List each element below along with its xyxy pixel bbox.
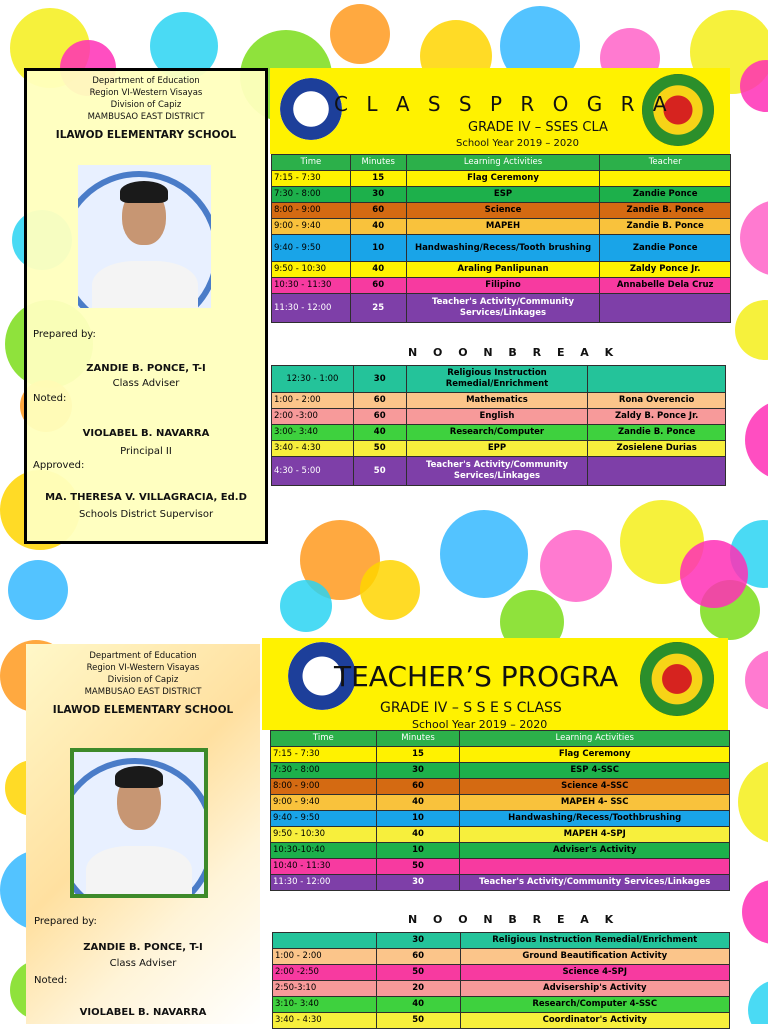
schedule-row — [272, 393, 726, 409]
schedule-activity-cell: Religious Instruction Remedial/Enrichment — [460, 933, 730, 949]
schedule-time-cell: 1:00 - 2:00 — [272, 393, 354, 409]
schedule-row — [273, 981, 730, 997]
schedule-time-cell: 12:30 - 1:00 — [272, 366, 354, 393]
schedule-activity-cell — [460, 859, 730, 875]
noon-break-label: N O O N B R E A K — [408, 346, 620, 359]
schedule-row — [271, 827, 730, 843]
schedule-time-cell: 2:00 -3:00 — [272, 409, 354, 425]
department-line: Region VI-Western Visayas — [89, 88, 203, 98]
schedule-time-cell: 3:10- 3:40 — [273, 997, 377, 1013]
schedule-row — [271, 875, 730, 891]
info-panel — [24, 68, 268, 544]
schedule-row — [272, 409, 726, 425]
schedule-activity-cell: English — [406, 409, 588, 425]
schedule-activity-cell: Research/Computer — [406, 425, 588, 441]
schedule-minutes-cell: 50 — [376, 965, 460, 981]
schedule-time-cell — [273, 933, 377, 949]
schedule-time-cell: 9:50 - 10:30 — [271, 827, 377, 843]
department-line: Division of Capiz — [107, 675, 179, 685]
approved-label: Approved: — [33, 460, 85, 471]
department-block — [27, 75, 265, 123]
approved-role: Schools District Supervisor — [78, 509, 214, 520]
schedule-minutes-cell: 40 — [353, 425, 406, 441]
schedule-teacher-cell — [600, 171, 731, 187]
noon-break-label: N O O N B R E A K — [408, 913, 620, 926]
schedule-minutes-cell: 15 — [350, 171, 406, 187]
prepared-label: Prepared by: — [33, 329, 96, 340]
schedule-time-cell: 9:40 - 9:50 — [271, 811, 377, 827]
schedule-time-cell: 3:40 - 4:30 — [273, 1013, 377, 1029]
department-line: MAMBUSAO EAST DISTRICT — [84, 687, 202, 697]
schedule-row — [272, 187, 731, 203]
schedule-activity-cell: EPP — [406, 441, 588, 457]
schedule-minutes-cell: 60 — [376, 779, 460, 795]
schedule-minutes-cell: 30 — [376, 933, 460, 949]
approved-name: MA. THERESA V. VILLAGRACIA, Ed.D — [45, 492, 247, 503]
schedule-time-cell: 10:40 - 11:30 — [271, 859, 377, 875]
schedule-time-cell: 9:50 - 10:30 — [272, 262, 351, 278]
department-line: MAMBUSAO EAST DISTRICT — [87, 112, 205, 122]
schedule-minutes-cell: 40 — [376, 795, 460, 811]
schedule-activity-cell: Ground Beautification Activity — [460, 949, 730, 965]
schedule-minutes-cell: 60 — [353, 393, 406, 409]
noted-name: VIOLABEL B. NAVARRA — [82, 428, 210, 439]
schedule-row — [273, 933, 730, 949]
schedule-time-cell: 2:50-3:10 — [273, 981, 377, 997]
schedule-minutes-cell: 40 — [350, 219, 406, 235]
schedule-row — [272, 425, 726, 441]
schedule-time-cell: 10:30 - 11:30 — [272, 278, 351, 294]
department-line: Division of Capiz — [110, 100, 182, 110]
schedule-teacher-cell — [588, 366, 726, 393]
schedule-minutes-cell: 30 — [350, 187, 406, 203]
schedule-time-cell: 8:00 - 9:00 — [272, 203, 351, 219]
schedule-activity-cell: Science — [406, 203, 600, 219]
schedule-teacher-cell: Zandie B. Ponce — [600, 219, 731, 235]
schedule-row — [271, 843, 730, 859]
morning-schedule-table — [270, 730, 730, 891]
schedule-minutes-cell: 10 — [376, 811, 460, 827]
schedule-minutes-cell: 30 — [353, 366, 406, 393]
schedule-row — [272, 235, 731, 262]
schedule-row — [272, 366, 726, 393]
schedule-activity-cell: Advisership's Activity — [460, 981, 730, 997]
school-year: School Year 2019 – 2020 — [412, 718, 548, 731]
schedule-minutes-cell: 30 — [376, 875, 460, 891]
schedule-activity-cell: Research/Computer 4-SSC — [460, 997, 730, 1013]
schedule-minutes-cell: 30 — [376, 763, 460, 779]
schedule-activity-cell: Handwashing/Recess/Tooth brushing — [406, 235, 600, 262]
prepared-role: Class Adviser — [109, 958, 177, 969]
schedule-row — [273, 1013, 730, 1029]
schedule-activity-cell: Mathematics — [406, 393, 588, 409]
schedule-row — [272, 278, 731, 294]
schedule-teacher-cell: Zandie B. Ponce — [588, 425, 726, 441]
schedule-minutes-cell: 15 — [376, 747, 460, 763]
teacher-program-page — [0, 604, 768, 1024]
schedule-row — [271, 779, 730, 795]
schedule-row — [271, 795, 730, 811]
schedule-row — [272, 171, 731, 187]
column-header: Teacher — [600, 155, 731, 171]
school-name: ILAWOD ELEMENTARY SCHOOL — [55, 129, 237, 141]
schedule-activity-cell: Araling Panlipunan — [406, 262, 600, 278]
schedule-row — [272, 457, 726, 486]
schedule-teacher-cell — [600, 294, 731, 323]
schedule-activity-cell: Teacher's Activity/Community Services/Linkages — [460, 875, 730, 891]
schedule-time-cell: 7:15 - 7:30 — [271, 747, 377, 763]
schedule-time-cell: 3:40 - 4:30 — [272, 441, 354, 457]
schedule-activity-cell: Flag Ceremony — [406, 171, 600, 187]
program-subtitle: GRADE IV – SSES CLA — [468, 120, 608, 135]
schedule-row — [272, 203, 731, 219]
schedule-activity-cell: Flag Ceremony — [460, 747, 730, 763]
prepared-name: ZANDIE B. PONCE, T-I — [86, 363, 206, 374]
prepared-name: ZANDIE B. PONCE, T-I — [83, 942, 203, 953]
schedule-activity-cell: ESP — [406, 187, 600, 203]
schedule-time-cell: 7:30 - 8:00 — [271, 763, 377, 779]
department-line: Department of Education — [92, 76, 200, 86]
schedule-minutes-cell: 60 — [350, 203, 406, 219]
teacher-photo — [78, 165, 211, 308]
department-line: Department of Education — [89, 651, 197, 661]
schedule-teacher-cell: Zosielene Durias — [588, 441, 726, 457]
prepared-label: Prepared by: — [34, 916, 97, 927]
prepared-role: Class Adviser — [112, 378, 180, 389]
program-header — [270, 68, 730, 154]
schedule-time-cell: 7:15 - 7:30 — [272, 171, 351, 187]
schedule-activity-cell: Coordinator's Activity — [460, 1013, 730, 1029]
schedule-activity-cell: MAPEH — [406, 219, 600, 235]
schedule-activity-cell: Adviser's Activity — [460, 843, 730, 859]
schedule-minutes-cell: 60 — [353, 409, 406, 425]
schedule-row — [271, 811, 730, 827]
program-subtitle: GRADE IV – S S E S CLASS — [380, 700, 562, 716]
schedule-minutes-cell: 50 — [376, 859, 460, 875]
deped-seal-icon — [280, 78, 342, 140]
schedule-time-cell: 1:00 - 2:00 — [273, 949, 377, 965]
schedule-time-cell: 4:30 - 5:00 — [272, 457, 354, 486]
schedule-activity-cell: MAPEH 4-SPJ — [460, 827, 730, 843]
table-header-row — [271, 731, 730, 747]
noted-name: VIOLABEL B. NAVARRA — [79, 1007, 207, 1018]
schedule-teacher-cell: Zandie Ponce — [600, 235, 731, 262]
program-title: TEACHER’S PROGRA — [334, 660, 619, 693]
schedule-row — [271, 747, 730, 763]
school-name: ILAWOD ELEMENTARY SCHOOL — [52, 704, 234, 716]
schedule-time-cell: 10:30-10:40 — [271, 843, 377, 859]
schedule-time-cell: 9:40 - 9:50 — [272, 235, 351, 262]
noted-role: Principal II — [120, 446, 172, 457]
schedule-activity-cell: Religious Instruction Remedial/Enrichment — [406, 366, 588, 393]
schedule-row — [271, 763, 730, 779]
schedule-teacher-cell: Zandie Ponce — [600, 187, 731, 203]
schedule-teacher-cell: Annabelle Dela Cruz — [600, 278, 731, 294]
schedule-time-cell: 8:00 - 9:00 — [271, 779, 377, 795]
column-header: Minutes — [350, 155, 406, 171]
column-header: Time — [271, 731, 377, 747]
schedule-activity-cell: Science 4-SSC — [460, 779, 730, 795]
noted-label: Noted: — [34, 975, 68, 986]
schedule-row — [273, 997, 730, 1013]
schedule-time-cell: 11:30 - 12:00 — [272, 294, 351, 323]
schedule-row — [271, 859, 730, 875]
department-block — [26, 650, 260, 698]
info-panel — [26, 644, 260, 1024]
schedule-activity-cell: ESP 4-SSC — [460, 763, 730, 779]
schedule-row — [272, 219, 731, 235]
schedule-row — [272, 294, 731, 323]
school-year: School Year 2019 – 2020 — [456, 138, 579, 149]
program-title: C L A S S P R O G R A — [334, 92, 673, 116]
schedule-time-cell: 2:00 -2:50 — [273, 965, 377, 981]
schedule-time-cell: 11:30 - 12:00 — [271, 875, 377, 891]
teacher-photo — [70, 748, 208, 898]
program-header — [262, 638, 728, 730]
schedule-time-cell: 3:00- 3:40 — [272, 425, 354, 441]
schedule-minutes-cell: 40 — [376, 827, 460, 843]
schedule-row — [273, 965, 730, 981]
schedule-time-cell: 9:00 - 9:40 — [272, 219, 351, 235]
schedule-teacher-cell — [588, 457, 726, 486]
schedule-time-cell: 7:30 - 8:00 — [272, 187, 351, 203]
column-header: Minutes — [376, 731, 460, 747]
schedule-row — [273, 949, 730, 965]
schedule-activity-cell: MAPEH 4- SSC — [460, 795, 730, 811]
schedule-teacher-cell: Zaldy Ponce Jr. — [600, 262, 731, 278]
morning-schedule-table — [271, 154, 731, 323]
schedule-minutes-cell: 40 — [376, 997, 460, 1013]
afternoon-schedule-table — [272, 932, 730, 1029]
schedule-teacher-cell: Zaldy B. Ponce Jr. — [588, 409, 726, 425]
schedule-teacher-cell: Rona Overencio — [588, 393, 726, 409]
schedule-minutes-cell: 50 — [353, 441, 406, 457]
department-line: Region VI-Western Visayas — [86, 663, 200, 673]
schedule-minutes-cell: 25 — [350, 294, 406, 323]
schedule-minutes-cell: 50 — [376, 1013, 460, 1029]
schedule-activity-cell: Handwashing/Recess/Toothbrushing — [460, 811, 730, 827]
column-header: Learning Activities — [406, 155, 600, 171]
schedule-activity-cell: Science 4-SPJ — [460, 965, 730, 981]
schedule-activity-cell: Filipino — [406, 278, 600, 294]
schedule-activity-cell: Teacher's Activity/Community Services/Linkages — [406, 457, 588, 486]
schedule-minutes-cell: 60 — [350, 278, 406, 294]
column-header: Time — [272, 155, 351, 171]
table-header-row — [272, 155, 731, 171]
schedule-minutes-cell: 50 — [353, 457, 406, 486]
schedule-minutes-cell: 60 — [376, 949, 460, 965]
schedule-minutes-cell: 10 — [376, 843, 460, 859]
schedule-minutes-cell: 10 — [350, 235, 406, 262]
schedule-row — [272, 262, 731, 278]
column-header: Learning Activities — [460, 731, 730, 747]
schedule-minutes-cell: 20 — [376, 981, 460, 997]
schedule-teacher-cell: Zandie B. Ponce — [600, 203, 731, 219]
noted-label: Noted: — [33, 393, 67, 404]
schedule-row — [272, 441, 726, 457]
schedule-minutes-cell: 40 — [350, 262, 406, 278]
schedule-activity-cell: Teacher's Activity/Community Services/Linkages — [406, 294, 600, 323]
schedule-time-cell: 9:00 - 9:40 — [271, 795, 377, 811]
school-seal-icon — [640, 642, 714, 716]
afternoon-schedule-table — [271, 365, 726, 486]
